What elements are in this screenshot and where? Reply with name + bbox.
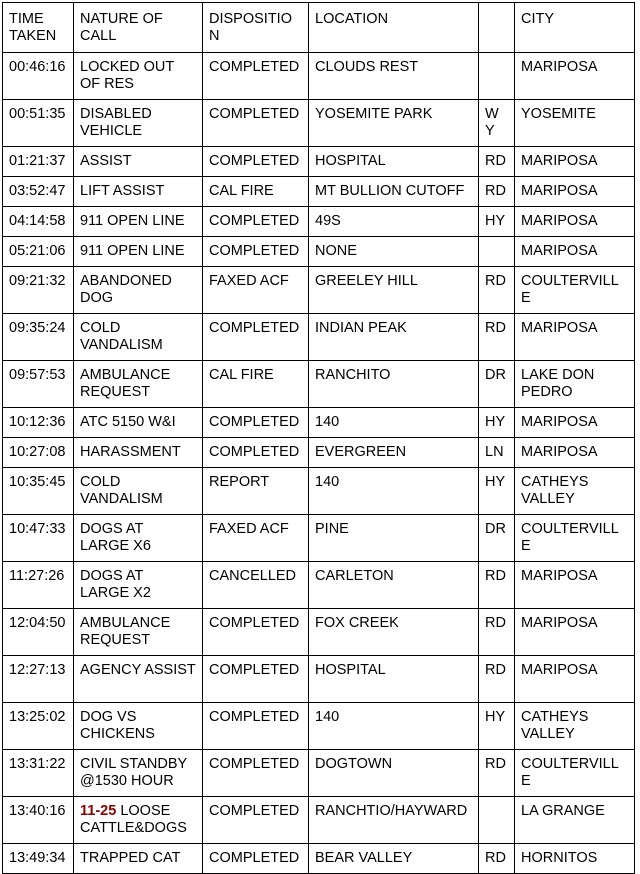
table-row: [3, 267, 635, 314]
cell-suffix: LN: [479, 438, 515, 468]
cell-disposition: CAL FIRE: [203, 177, 309, 207]
cell-city: MARIPOSA: [515, 562, 635, 609]
cell-city: MARIPOSA: [515, 147, 635, 177]
cell-nature: [74, 797, 203, 844]
cell-suffix: DR: [479, 515, 515, 562]
header-nature: NATURE OF CALL: [74, 3, 203, 53]
cell-nature: LOCKED OUT OF RES: [74, 53, 203, 100]
cell-time: 00:51:35: [3, 100, 74, 147]
cell-city: YOSEMITE: [515, 100, 635, 147]
cell-location: NONE: [309, 237, 479, 267]
cell-time: 13:40:16: [3, 797, 74, 844]
cell-location: DOGTOWN: [309, 750, 479, 797]
cell-suffix: RD: [479, 314, 515, 361]
header-time: TIME TAKEN: [3, 3, 74, 53]
cell-nature: COLD VANDALISM: [74, 468, 203, 515]
cell-location: RANCHITO: [309, 361, 479, 408]
header-city: CITY: [515, 3, 635, 53]
cell-city: CATHEYS VALLEY: [515, 468, 635, 515]
cell-suffix: RD: [479, 177, 515, 207]
cell-disposition: COMPLETED: [203, 609, 309, 656]
cell-city: MARIPOSA: [515, 408, 635, 438]
cell-nature: 911 OPEN LINE: [74, 207, 203, 237]
cell-city: MARIPOSA: [515, 237, 635, 267]
cell-nature: DOG VS CHICKENS: [74, 703, 203, 750]
table-row: [3, 147, 635, 177]
cell-time: 09:35:24: [3, 314, 74, 361]
cell-city: LAKE DON PEDRO: [515, 361, 635, 408]
table-row: [3, 750, 635, 797]
cell-city: MARIPOSA: [515, 207, 635, 237]
cell-time: 04:14:58: [3, 207, 74, 237]
cell-suffix: RD: [479, 844, 515, 874]
cell-nature: CIVIL STANDBY @1530 HOUR: [74, 750, 203, 797]
cell-suffix: RD: [479, 267, 515, 314]
cell-suffix: RD: [479, 750, 515, 797]
cell-time: 11:27:26: [3, 562, 74, 609]
cell-disposition: COMPLETED: [203, 314, 309, 361]
cell-suffix: HY: [479, 207, 515, 237]
cell-time: 05:21:06: [3, 237, 74, 267]
table-row: [3, 562, 635, 609]
cell-time: 10:27:08: [3, 438, 74, 468]
cell-location: PINE: [309, 515, 479, 562]
cell-nature: LIFT ASSIST: [74, 177, 203, 207]
cell-nature: TRAPPED CAT: [74, 844, 203, 874]
cell-time: 13:31:22: [3, 750, 74, 797]
cell-suffix: [479, 53, 515, 100]
cell-disposition: FAXED ACF: [203, 515, 309, 562]
cell-nature: ATC 5150 W&I: [74, 408, 203, 438]
table-row: [3, 53, 635, 100]
call-code: 11-25: [80, 803, 117, 819]
cell-suffix: [479, 797, 515, 844]
cell-disposition: COMPLETED: [203, 207, 309, 237]
table-row: [3, 438, 635, 468]
cell-disposition: COMPLETED: [203, 237, 309, 267]
cell-location: CLOUDS REST: [309, 53, 479, 100]
cell-suffix: HY: [479, 408, 515, 438]
cell-city: MARIPOSA: [515, 314, 635, 361]
cell-time: 13:49:34: [3, 844, 74, 874]
cell-nature: ASSIST: [74, 147, 203, 177]
cell-location: HOSPITAL: [309, 656, 479, 703]
cell-city: MARIPOSA: [515, 438, 635, 468]
cell-disposition: COMPLETED: [203, 147, 309, 177]
cell-disposition: COMPLETED: [203, 656, 309, 703]
cell-city: CATHEYS VALLEY: [515, 703, 635, 750]
cell-disposition: REPORT: [203, 468, 309, 515]
table-row: [3, 361, 635, 408]
cell-city: MARIPOSA: [515, 609, 635, 656]
cell-city: LA GRANGE: [515, 797, 635, 844]
table-row: [3, 207, 635, 237]
cell-location: MT BULLION CUTOFF: [309, 177, 479, 207]
cell-time: 01:21:37: [3, 147, 74, 177]
table-row: [3, 703, 635, 750]
table-row: [3, 314, 635, 361]
cell-time: 12:04:50: [3, 609, 74, 656]
cell-time: 13:25:02: [3, 703, 74, 750]
cell-city: MARIPOSA: [515, 53, 635, 100]
table-row: [3, 100, 635, 147]
cell-disposition: COMPLETED: [203, 53, 309, 100]
table-row: [3, 609, 635, 656]
cell-location: FOX CREEK: [309, 609, 479, 656]
cell-nature: AMBULANCE REQUEST: [74, 361, 203, 408]
cell-suffix: [479, 237, 515, 267]
call-log-table: [2, 2, 635, 874]
cell-location: CARLETON: [309, 562, 479, 609]
cell-location: INDIAN PEAK: [309, 314, 479, 361]
cell-location: 140: [309, 408, 479, 438]
cell-time: 09:21:32: [3, 267, 74, 314]
table-row: [3, 515, 635, 562]
cell-time: 09:57:53: [3, 361, 74, 408]
cell-nature: HARASSMENT: [74, 438, 203, 468]
cell-time: 03:52:47: [3, 177, 74, 207]
cell-disposition: COMPLETED: [203, 438, 309, 468]
cell-nature: COLD VANDALISM: [74, 314, 203, 361]
cell-suffix: RD: [479, 656, 515, 703]
cell-city: COULTERVILLE: [515, 750, 635, 797]
cell-nature: AMBULANCE REQUEST: [74, 609, 203, 656]
table-row: [3, 844, 635, 874]
cell-city: MARIPOSA: [515, 656, 635, 703]
cell-disposition: FAXED ACF: [203, 267, 309, 314]
cell-time: 10:35:45: [3, 468, 74, 515]
cell-disposition: COMPLETED: [203, 703, 309, 750]
cell-disposition: COMPLETED: [203, 844, 309, 874]
cell-suffix: RD: [479, 562, 515, 609]
cell-time: 12:27:13: [3, 656, 74, 703]
cell-suffix: HY: [479, 468, 515, 515]
cell-disposition: COMPLETED: [203, 408, 309, 438]
cell-suffix: RD: [479, 609, 515, 656]
table-row: [3, 408, 635, 438]
cell-city: MARIPOSA: [515, 177, 635, 207]
cell-city: HORNITOS: [515, 844, 635, 874]
cell-nature: 911 OPEN LINE: [74, 237, 203, 267]
cell-nature: DISABLED VEHICLE: [74, 100, 203, 147]
cell-city: COULTERVILLE: [515, 267, 635, 314]
cell-suffix: WY: [479, 100, 515, 147]
cell-disposition: CANCELLED: [203, 562, 309, 609]
header-location: LOCATION: [309, 3, 479, 53]
cell-suffix: RD: [479, 147, 515, 177]
table-row: [3, 237, 635, 267]
table-row: [3, 656, 635, 703]
cell-time: 10:47:33: [3, 515, 74, 562]
cell-location: YOSEMITE PARK: [309, 100, 479, 147]
cell-location: BEAR VALLEY: [309, 844, 479, 874]
cell-nature: ABANDONED DOG: [74, 267, 203, 314]
cell-disposition: COMPLETED: [203, 750, 309, 797]
cell-nature: DOGS AT LARGE X2: [74, 562, 203, 609]
cell-time: 10:12:36: [3, 408, 74, 438]
header-suffix: [479, 3, 515, 53]
cell-nature: AGENCY ASSIST: [74, 656, 203, 703]
table-row: [3, 177, 635, 207]
cell-location: HOSPITAL: [309, 147, 479, 177]
header-disposition: DISPOSITION: [203, 3, 309, 53]
cell-disposition: CAL FIRE: [203, 361, 309, 408]
cell-city: COULTERVILLE: [515, 515, 635, 562]
table-row: [3, 468, 635, 515]
cell-location: 140: [309, 703, 479, 750]
cell-time: 00:46:16: [3, 53, 74, 100]
cell-location: 49S: [309, 207, 479, 237]
cell-suffix: HY: [479, 703, 515, 750]
cell-location: 140: [309, 468, 479, 515]
cell-location: EVERGREEN: [309, 438, 479, 468]
header-row: [3, 3, 635, 53]
table-row: [3, 797, 635, 844]
cell-nature: DOGS AT LARGE X6: [74, 515, 203, 562]
cell-disposition: COMPLETED: [203, 100, 309, 147]
cell-suffix: DR: [479, 361, 515, 408]
cell-location: RANCHTIO/HAYWARD: [309, 797, 479, 844]
cell-disposition: COMPLETED: [203, 797, 309, 844]
cell-location: GREELEY HILL: [309, 267, 479, 314]
cell-nature-text: LOOSE CATTLE&DOGS: [80, 803, 187, 836]
